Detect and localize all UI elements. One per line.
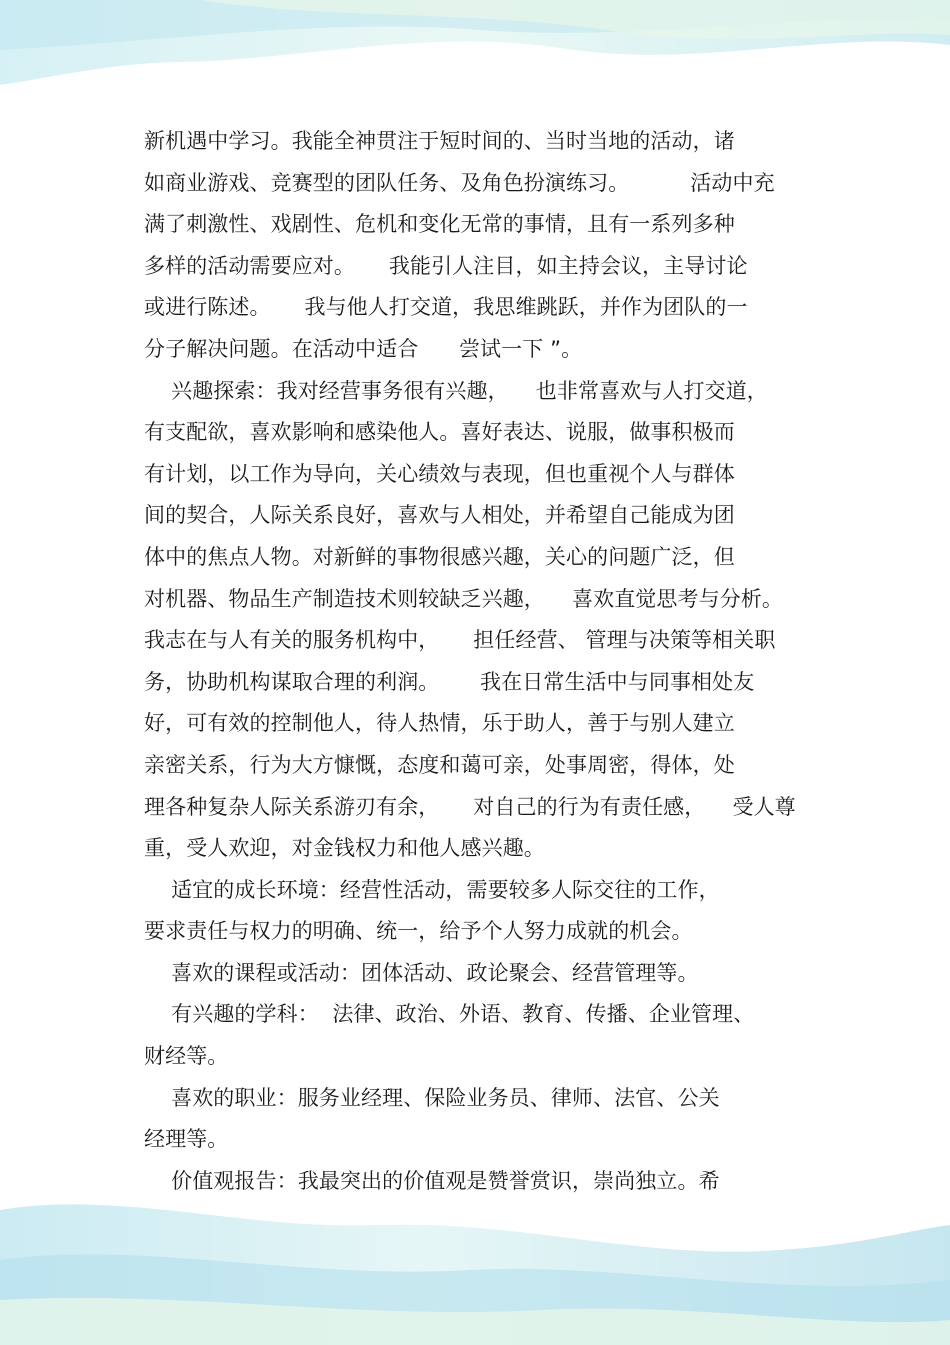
- text-line: 喜欢的课程或活动：团体活动、政论聚会、经营管理等。: [144, 960, 699, 985]
- text-line: 分子解决问题。在活动中适合 尝试一下 ”。: [144, 336, 583, 361]
- text-line: 如商业游戏、竞赛型的团队任务、及角色扮演练习。 活动中充: [144, 170, 775, 195]
- text-line: 有兴趣的学科： 法律、政治、外语、教育、传播、企业管理、: [144, 1002, 755, 1027]
- text-line: 理各种复杂人际关系游刃有余， 对自己的行为有责任感， 受人尊: [144, 794, 796, 819]
- text-line: 重，受人欢迎，对金钱权力和他人感兴趣。: [144, 836, 545, 861]
- text-line: 经理等。: [144, 1127, 229, 1152]
- text-line: 兴趣探索：我对经营事务很有兴趣， 也非常喜欢与人打交道，: [144, 378, 768, 403]
- text-line: 或进行陈述。 我与他人打交道，我思维跳跃，并作为团队的一: [144, 295, 748, 320]
- text-line: 好，可有效的控制他人，待人热情，乐于助人，善于与别人建立: [144, 711, 735, 736]
- text-line: 有支配欲，喜欢影响和感染他人。喜好表达、说服，做事积极而: [144, 420, 735, 445]
- text-line: 满了刺激性、戏剧性、危机和变化无常的事情，且有一系列多种: [144, 212, 735, 237]
- text-line: 亲密关系，行为大方慷慨，态度和蔼可亲，处事周密，得体，处: [144, 752, 735, 777]
- text-line: 务，协助机构谋取合理的利润。 我在日常生活中与同事相处友: [144, 669, 755, 694]
- text-line: 有计划，以工作为导向，关心绩效与表现，但也重视个人与群体: [144, 461, 735, 486]
- text-line: 喜欢的职业：服务业经理、保险业务员、律师、法官、公关: [144, 1085, 720, 1110]
- text-line: 多样的活动需要应对。 我能引人注目，如主持会议，主导讨论: [144, 253, 748, 278]
- text-line: 间的契合，人际关系良好，喜欢与人相处，并希望自己能成为团: [144, 503, 735, 528]
- top-wave-decoration: [0, 0, 950, 110]
- text-line: 要求责任与权力的明确、统一，给予个人努力成就的机会。: [144, 919, 693, 944]
- text-line: 对机器、物品生产制造技术则较缺乏兴趣， 喜欢直觉思考与分析。: [144, 586, 783, 611]
- text-line: 适宜的成长环境：经营性活动，需要较多人际交往的工作，: [144, 877, 720, 902]
- text-line: 财经等。: [144, 1044, 229, 1069]
- body-text: [144, 121, 824, 1202]
- text-line: 价值观报告：我最突出的价值观是赞誉赏识，崇尚独立。希: [144, 1168, 720, 1193]
- text-line: 我志在与人有关的服务机构中， 担任经营、 管理与决策等相关职: [144, 628, 776, 653]
- text-line: 体中的焦点人物。对新鲜的事物很感兴趣，关心的问题广泛，但: [144, 544, 735, 569]
- text-line: 新机遇中学习。我能全神贯注于短时间的、当时当地的活动，诸: [144, 129, 735, 153]
